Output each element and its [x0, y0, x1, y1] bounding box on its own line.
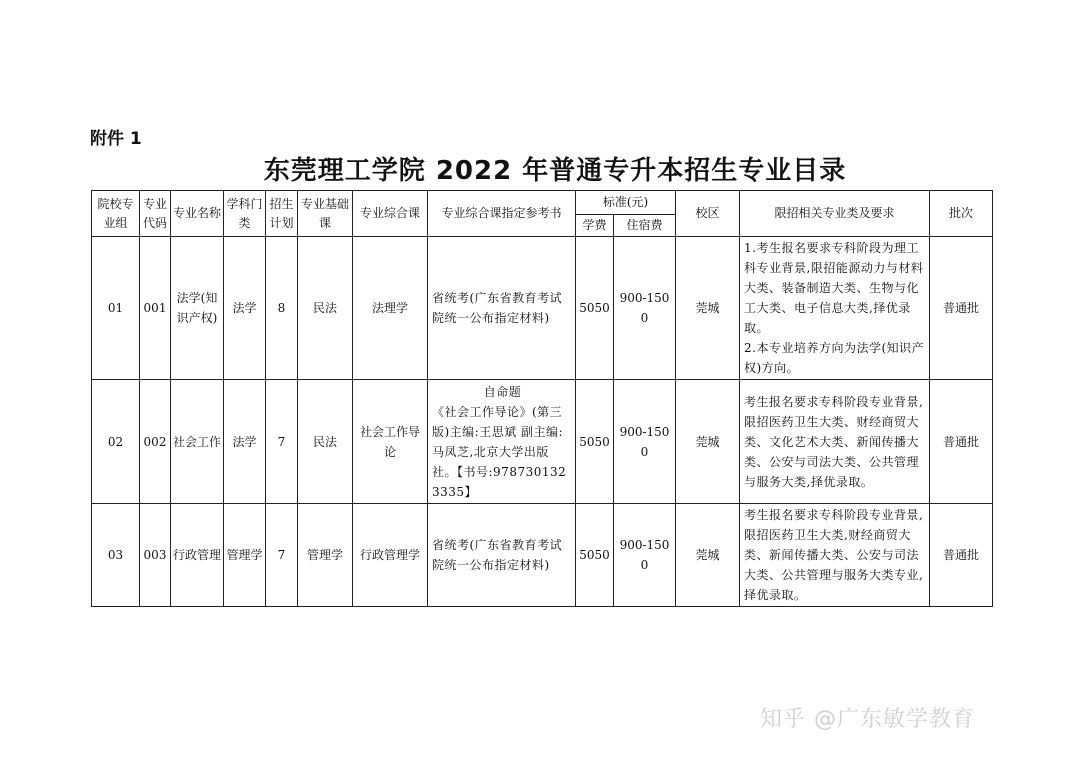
cell-plan: 7 — [266, 504, 298, 607]
cell-comprehensive-course: 法理学 — [353, 237, 428, 380]
cell-category: 法学 — [224, 237, 266, 380]
reference-book-title: 自命题 — [483, 384, 522, 399]
header-tuition: 学费 — [576, 215, 614, 237]
header-reference-book: 专业综合课指定参考书 — [428, 191, 576, 237]
cell-name: 行政管理 — [171, 504, 224, 607]
cell-comprehensive-course: 行政管理学 — [353, 504, 428, 607]
header-comprehensive-course: 专业综合课 — [353, 191, 428, 237]
cell-code: 001 — [140, 237, 171, 380]
cell-requirements: 考生报名要求专科阶段专业背景,限招医药卫生大类、财经商贸大类、文化艺术大类、新闻传播大类、公安与司法大类、公共管理与服务大类,择优录取。 — [740, 380, 930, 504]
header-row — [92, 191, 993, 215]
cell-basic-course: 民法 — [298, 237, 353, 380]
cell-code: 003 — [140, 504, 171, 607]
cell-basic-course: 管理学 — [298, 504, 353, 607]
cell-category: 法学 — [224, 380, 266, 504]
attachment-label: 附件 1 — [90, 129, 142, 149]
cell-accommodation: 900-1500 — [614, 237, 676, 380]
cell-reference-book — [428, 380, 576, 504]
cell-name: 社会工作 — [171, 380, 224, 504]
cell-campus: 莞城 — [676, 237, 740, 380]
cell-basic-course: 民法 — [298, 380, 353, 504]
watermark: 知乎 @广东敏学教育 — [760, 707, 975, 732]
cell-requirements: 考生报名要求专科阶段专业背景,限招医药卫生大类,财经商贸大类、新闻传播大类、公安与司法大类、公共管理与服务大类专业,择优录取。 — [740, 504, 930, 607]
header-group: 院校专业组 — [92, 191, 140, 237]
cell-reference-book: 省统考(广东省教育考试院统一公布指定材料) — [428, 504, 576, 607]
cell-tuition: 5050 — [576, 380, 614, 504]
enrollment-catalog-table — [91, 190, 993, 607]
cell-campus: 莞城 — [676, 380, 740, 504]
header-accommodation: 住宿费 — [614, 215, 676, 237]
cell-accommodation: 900-1500 — [614, 504, 676, 607]
cell-requirements: 1.考生报名要求专科阶段为理工科专业背景,限招能源动力与材料大类、装备制造大类、生物与化工大类、电子信息大类,择优录取。 2.本专业培养方向为法学(知识产权)方向。 — [740, 237, 930, 380]
cell-tuition: 5050 — [576, 504, 614, 607]
table-row — [92, 237, 993, 380]
reference-book-detail: 《社会工作导论》(第三版)主编:王思斌 副主编:马凤芝,北京大学出版社。【书号:9787301323335】 — [432, 404, 567, 499]
cell-tuition: 5050 — [576, 237, 614, 380]
cell-category: 管理学 — [224, 504, 266, 607]
header-code: 专业代码 — [140, 191, 171, 237]
header-plan: 招生计划 — [266, 191, 298, 237]
cell-group: 02 — [92, 380, 140, 504]
header-requirements: 限招相关专业类及要求 — [740, 191, 930, 237]
header-batch: 批次 — [930, 191, 993, 237]
header-category: 学科门类 — [224, 191, 266, 237]
header-name: 专业名称 — [171, 191, 224, 237]
cell-batch: 普通批 — [930, 380, 993, 504]
cell-batch: 普通批 — [930, 237, 993, 380]
cell-accommodation: 900-1500 — [614, 380, 676, 504]
cell-batch: 普通批 — [930, 504, 993, 607]
cell-reference-book: 省统考(广东省教育考试院统一公布指定材料) — [428, 237, 576, 380]
cell-group: 01 — [92, 237, 140, 380]
cell-comprehensive-course: 社会工作导论 — [353, 380, 428, 504]
cell-name: 法学(知识产权) — [171, 237, 224, 380]
cell-group: 03 — [92, 504, 140, 607]
cell-plan: 7 — [266, 380, 298, 504]
header-campus: 校区 — [676, 191, 740, 237]
table-row — [92, 380, 993, 504]
cell-code: 002 — [140, 380, 171, 504]
table-row — [92, 504, 993, 607]
cell-plan: 8 — [266, 237, 298, 380]
header-standard: 标准(元) — [576, 191, 676, 215]
cell-campus: 莞城 — [676, 504, 740, 607]
document-title: 东莞理工学院 2022 年普通专升本招生专业目录 — [263, 156, 847, 186]
header-basic-course: 专业基础课 — [298, 191, 353, 237]
